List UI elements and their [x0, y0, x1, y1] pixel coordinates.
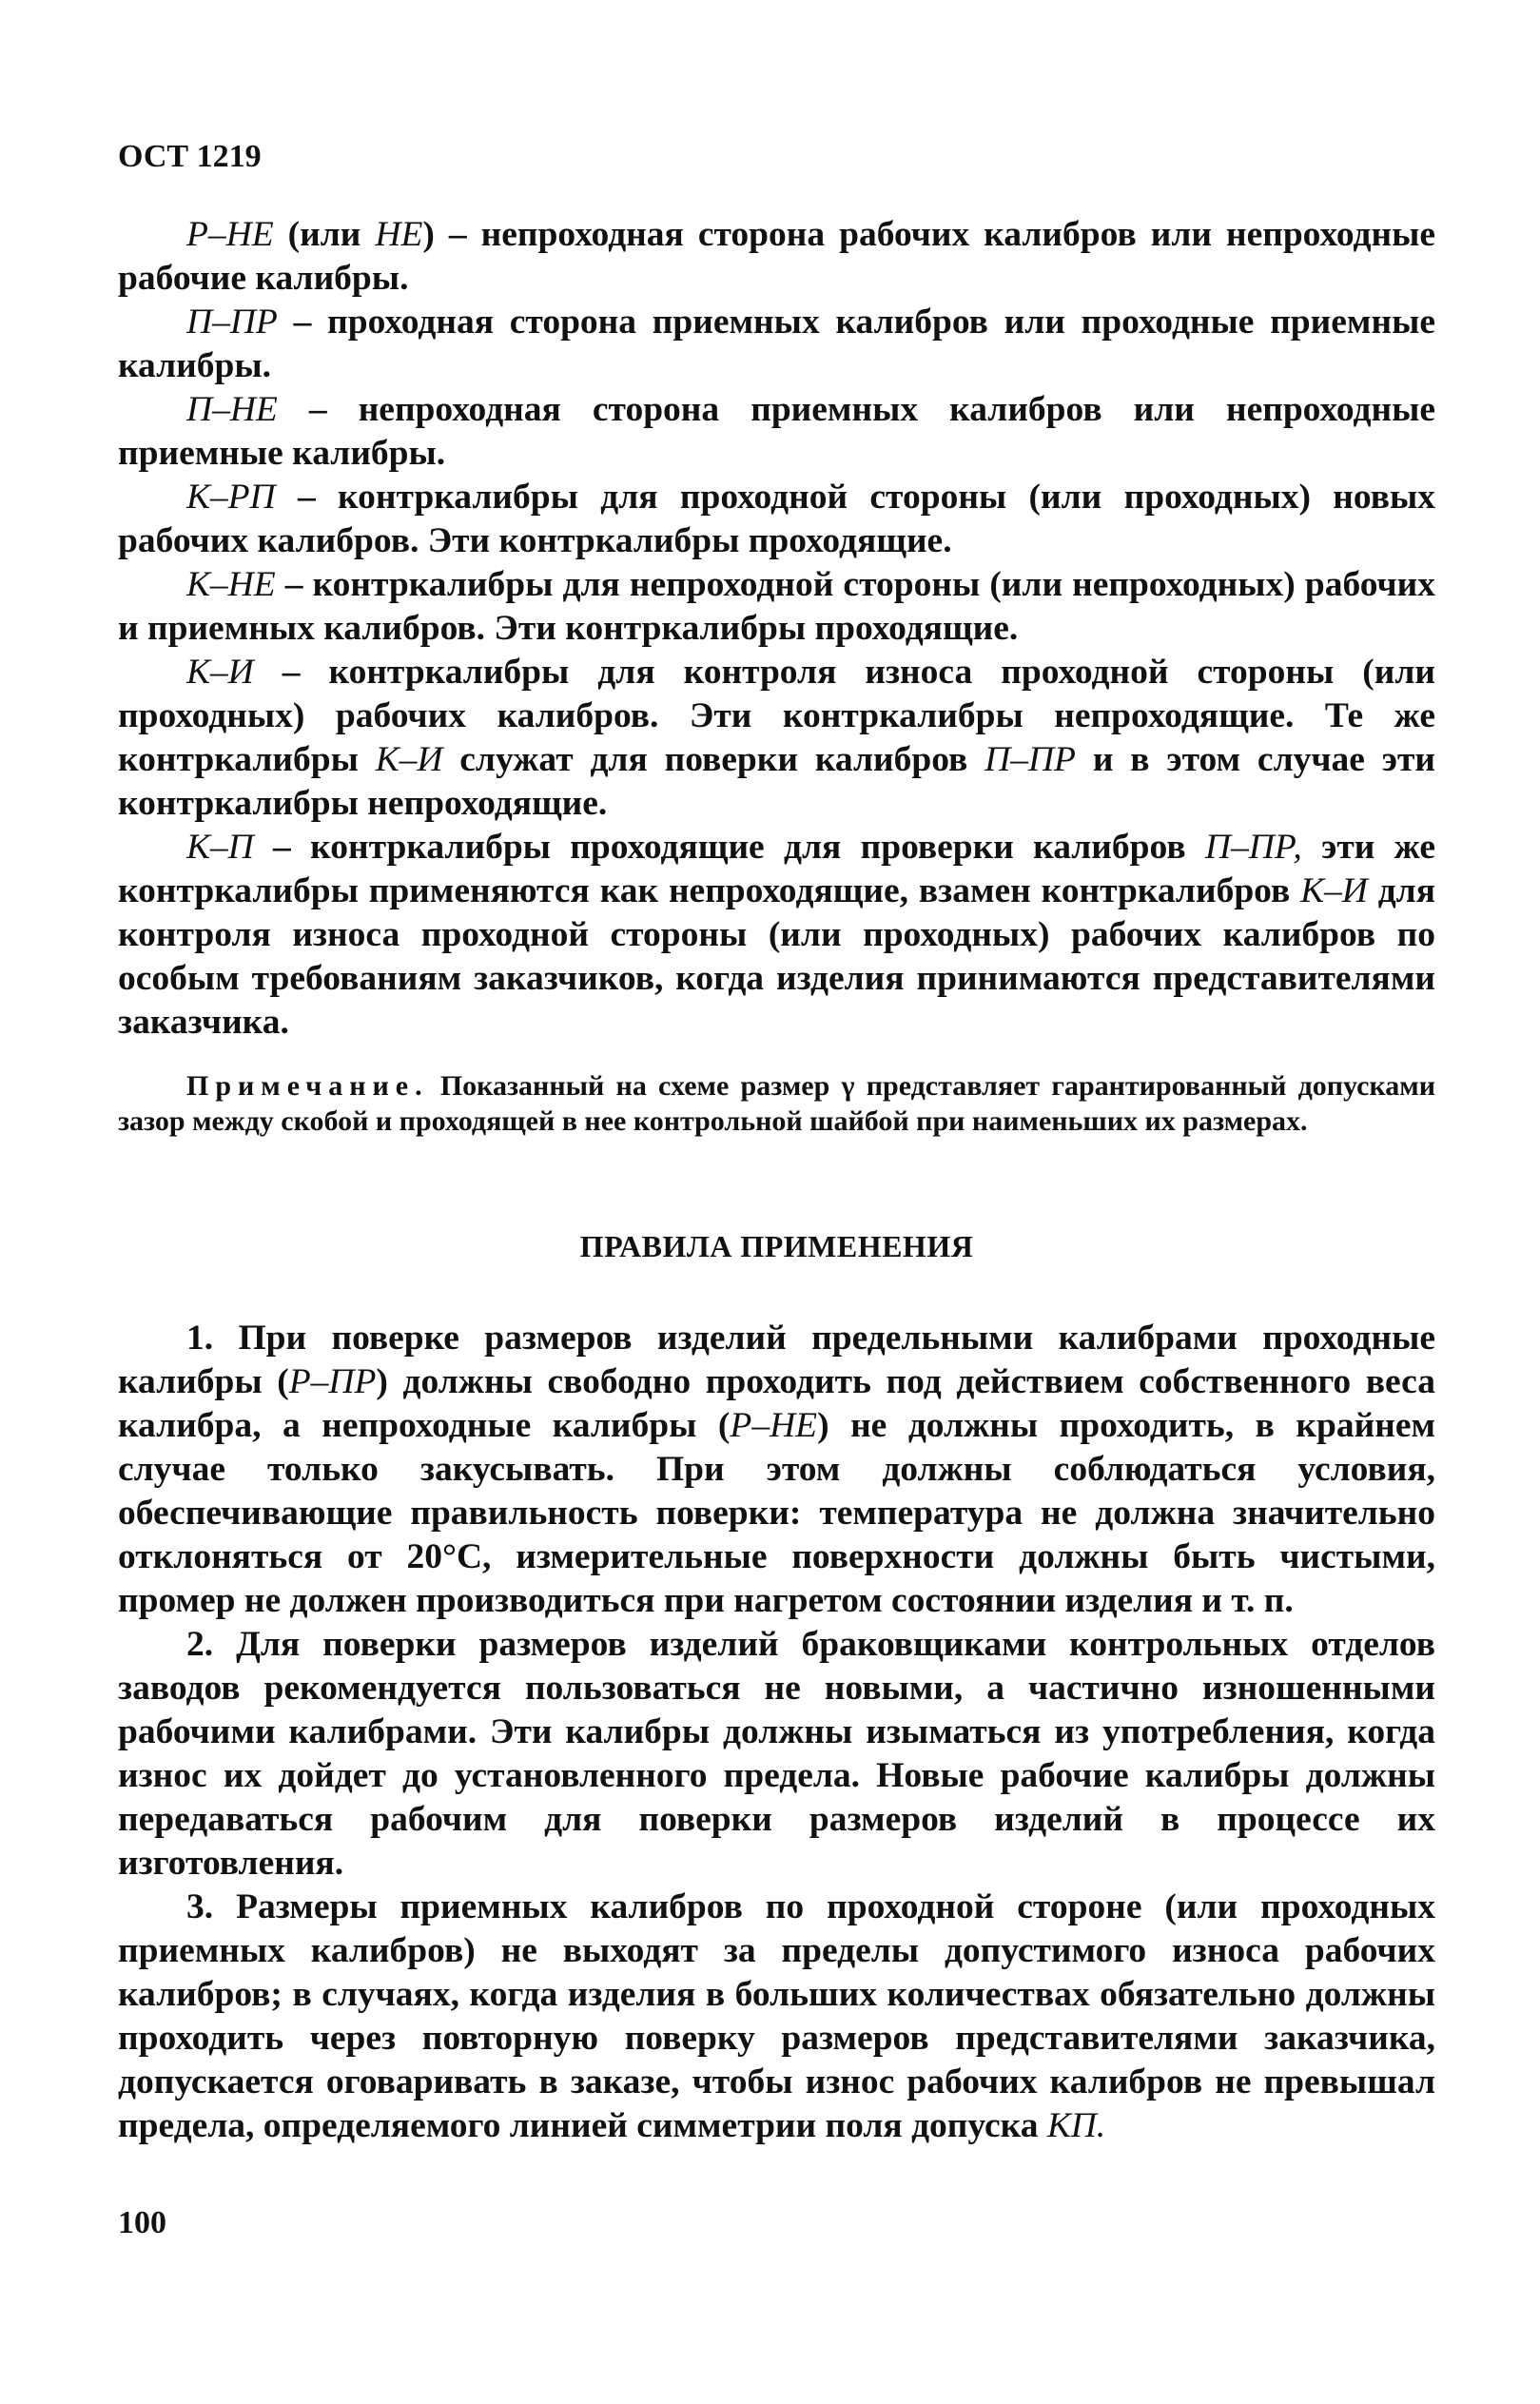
rule-item: 1. При поверке размеров изделий предельными калибрами проходные калибры (Р–ПР) должны свободно проходить под действием собственного веса калибра, а непроходные калибры (Р–НЕ) не должны проходить, в крайнем случае только закусывать. При этом должны соблюдаться условия, обеспечивающие правильность поверки: температура не должна значительно отклоняться от 20°С, измерительные поверхности должны быть чистыми, промер не должен производиться при нагретом состоянии изделия и т. п.	[118, 1319, 1436, 1620]
rules-block	[118, 1317, 1435, 2148]
definitions-block	[118, 213, 1435, 1045]
rule-item: 3. Размеры приемных калибров по проходной стороне (или проходных приемных калибров) не выходят за пределы допустимого износа рабочих калибров; в случаях, когда изделия в больших количествах обязательно должны проходить через повторную поверку размеров представителями заказчика, допускается оговаривать в заказе, чтобы износ рабочих калибров не превышал предела, определяемого линией симметрии поля допуска КП.	[118, 1887, 1435, 2145]
term: К–И	[375, 740, 443, 779]
term: К–РП	[186, 478, 276, 517]
definition-item: К–П – контркалибры проходящие для проверки калибров П–ПР, эти же контркалибры применяются как непроходящие, взамен контркалибров К–И для контроля износа проходной стороны (или проходных) рабочих калибров по особым требованиям заказчиков, когда изделия принимаются представителями заказчика.	[118, 828, 1436, 1042]
term: Р–НЕ	[186, 215, 274, 254]
definition-item: К–РП – контркалибры для проходной стороны (или проходных) новых рабочих калибров. Эти контркалибры проходящие.	[118, 478, 1435, 560]
note-text: Показанный на схеме размер γ представляет гарантированный допусками зазор между скобой и проходящей в нее контрольной шайбой при наименьших их размерах.	[118, 1070, 1435, 1137]
rule-item: 2. Для поверки размеров изделий браковщиками контрольных отделов заводов рекомендуется пользоваться не новыми, а частично изношенными рабочими калибрами. Эти калибры должны изыматься из употребления, когда износ их дойдет до установленного предела. Новые рабочие калибры должны передаваться рабочим для поверки размеров изделий в процессе их изготовления.	[118, 1625, 1435, 1883]
definition-item: П–НЕ – непроходная сторона приемных калибров или непроходные приемные калибры.	[118, 390, 1435, 473]
term: Р–ПР	[288, 1362, 377, 1401]
section-title: ПРАВИЛА ПРИМЕНЕНИЯ	[579, 1229, 974, 1263]
document-code: ОСТ 1219	[118, 139, 262, 174]
term: К–И	[1300, 871, 1368, 910]
page-number: 100	[118, 2205, 166, 2240]
term: КП.	[1046, 2106, 1106, 2145]
term: П–ПР	[186, 303, 278, 342]
term: К–НЕ	[186, 565, 276, 604]
note-block	[118, 1068, 1435, 1139]
definition-item: Р–НЕ (или НЕ) – непроходная сторона рабочих калибров или непроходные рабочие калибры.	[118, 215, 1435, 298]
definition-item: П–ПР – проходная сторона приемных калибров или проходные приемные калибры.	[118, 303, 1435, 385]
term: К–И	[186, 653, 254, 692]
term: НЕ	[375, 215, 423, 254]
term: К–П	[186, 828, 254, 867]
note-label: Примечание.	[186, 1070, 429, 1102]
term: П–НЕ	[186, 390, 278, 429]
term: П–ПР,	[1204, 828, 1302, 867]
term: Р–НЕ	[730, 1406, 818, 1445]
definition-item: К–НЕ – контркалибры для непроходной стороны (или непроходных) рабочих и приемных калибров. Эти контркалибры проходящие.	[118, 565, 1435, 648]
definition-item: К–И – контркалибры для контроля износа проходной стороны (или проходных) рабочих калибров. Эти контркалибры непроходящие. Те же контркалибры К–И служат для поверки калибров П–ПР и в этом случае эти контркалибры непроходящие.	[118, 653, 1435, 823]
term: П–ПР	[984, 740, 1076, 779]
